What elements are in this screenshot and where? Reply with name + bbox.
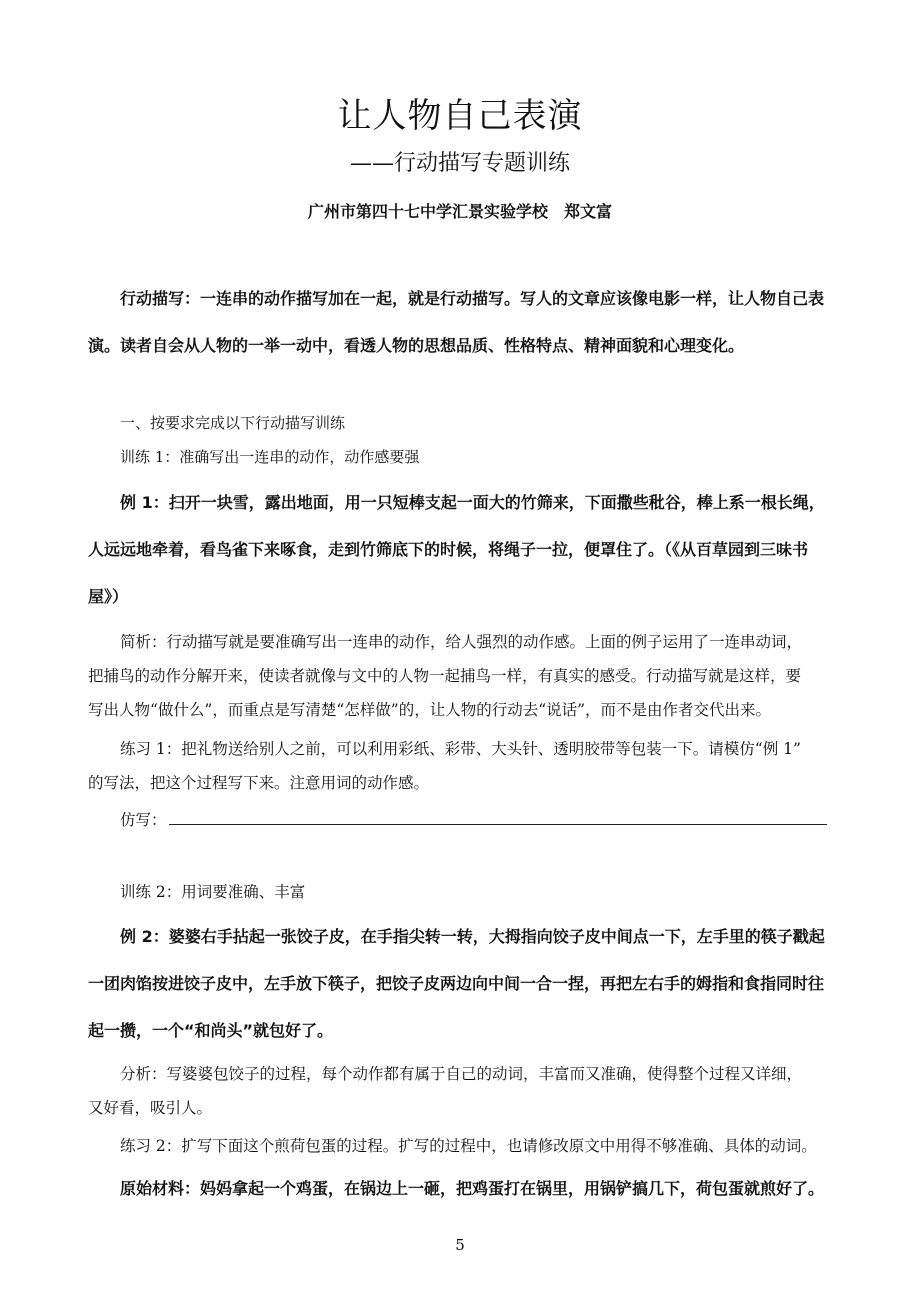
example1-line-3: 屋》） bbox=[88, 587, 129, 606]
page-number: 5 bbox=[455, 1236, 465, 1254]
section1-heading: 一、按要求完成以下行动描写训练 bbox=[120, 414, 346, 432]
example1-line-1: 例 1：扫开一块雪，露出地面，用一只短棒支起一面大的竹筛来，下面撒些秕谷，棒上系一根长绳， bbox=[120, 493, 825, 512]
original-material: 原始材料：妈妈拿起一个鸡蛋，在锅边上一砸，把鸡蛋打在锅里，用锅铲搞几下，荷包蛋就煎好了。 bbox=[120, 1179, 825, 1198]
example2-line-3: 起一攒，一个“和尚头”就包好了。 bbox=[88, 1021, 334, 1040]
imitate-blank-line[interactable] bbox=[169, 810, 827, 825]
example2-line-2: 一团肉馅按进饺子皮中，左手放下筷子，把饺子皮两边向中间一合一捏，再把左右手的姆指和食指同时往 bbox=[88, 974, 825, 993]
training2-title: 训练 2：用词要准确、丰富 bbox=[120, 883, 306, 901]
analysis1-line-1: 简析：行动描写就是要准确写出一连串的动作，给人强烈的动作感。上面的例子运用了一连串动词， bbox=[120, 633, 803, 651]
analysis2-line-2: 又好看，吸引人。 bbox=[88, 1099, 213, 1117]
document-title: 让人物自己表演 bbox=[337, 96, 583, 136]
analysis2-line-1: 分析：写婆婆包饺子的过程，每个动作都有属于自己的动词，丰富而又准确，使得整个过程又详细， bbox=[120, 1065, 803, 1083]
imitate-label: 仿写： bbox=[120, 811, 167, 829]
exercise1-line-2: 的写法，把这个过程写下来。注意用词的动作感。 bbox=[88, 774, 430, 792]
intro-line-1: 行动描写：一连串的动作描写加在一起，就是行动描写。写人的文章应该像电影一样，让人物自己表 bbox=[120, 289, 825, 308]
author-line: 广州市第四十七中学汇景实验学校 郑文富 bbox=[307, 202, 612, 221]
exercise2-line-1: 练习 2：扩写下面这个煎荷包蛋的过程。扩写的过程中，也请修改原文中用得不够准确、具体的动词。 bbox=[120, 1137, 817, 1155]
example1-line-2: 人远远地牵着，看鸟雀下来啄食，走到竹筛底下的时候，将绳子一拉，便罩住了。（《从百草园到三味书 bbox=[88, 540, 809, 559]
training1-title: 训练 1：准确写出一连串的动作，动作感要强 bbox=[120, 448, 420, 466]
example2-line-1: 例 2：婆婆右手拈起一张饺子皮，在手指尖转一转，大拇指向饺子皮中间点一下，左手里的筷子戳起 bbox=[120, 927, 825, 946]
intro-line-2: 演。读者自会从人物的一举一动中，看透人物的思想品质、性格特点、精神面貌和心理变化。 bbox=[88, 336, 745, 355]
imitate-row bbox=[88, 808, 880, 830]
document-subtitle: ——行动描写专题训练 bbox=[349, 151, 570, 176]
analysis1-line-2: 把捕鸟的动作分解开来，使读者就像与文中的人物一起捕鸟一样，有真实的感受。行动描写就是这样，要 bbox=[88, 667, 802, 685]
analysis1-line-3: 写出人物“做什么”，而重点是写清楚“怎样做”的，让人物的行动去“说话”，而不是由作者交代出来。 bbox=[88, 701, 772, 719]
exercise1-line-1: 练习 1：把礼物送给别人之前，可以利用彩纸、彩带、大头针、透明胶带等包装一下。请模仿“例 1” bbox=[120, 740, 801, 758]
